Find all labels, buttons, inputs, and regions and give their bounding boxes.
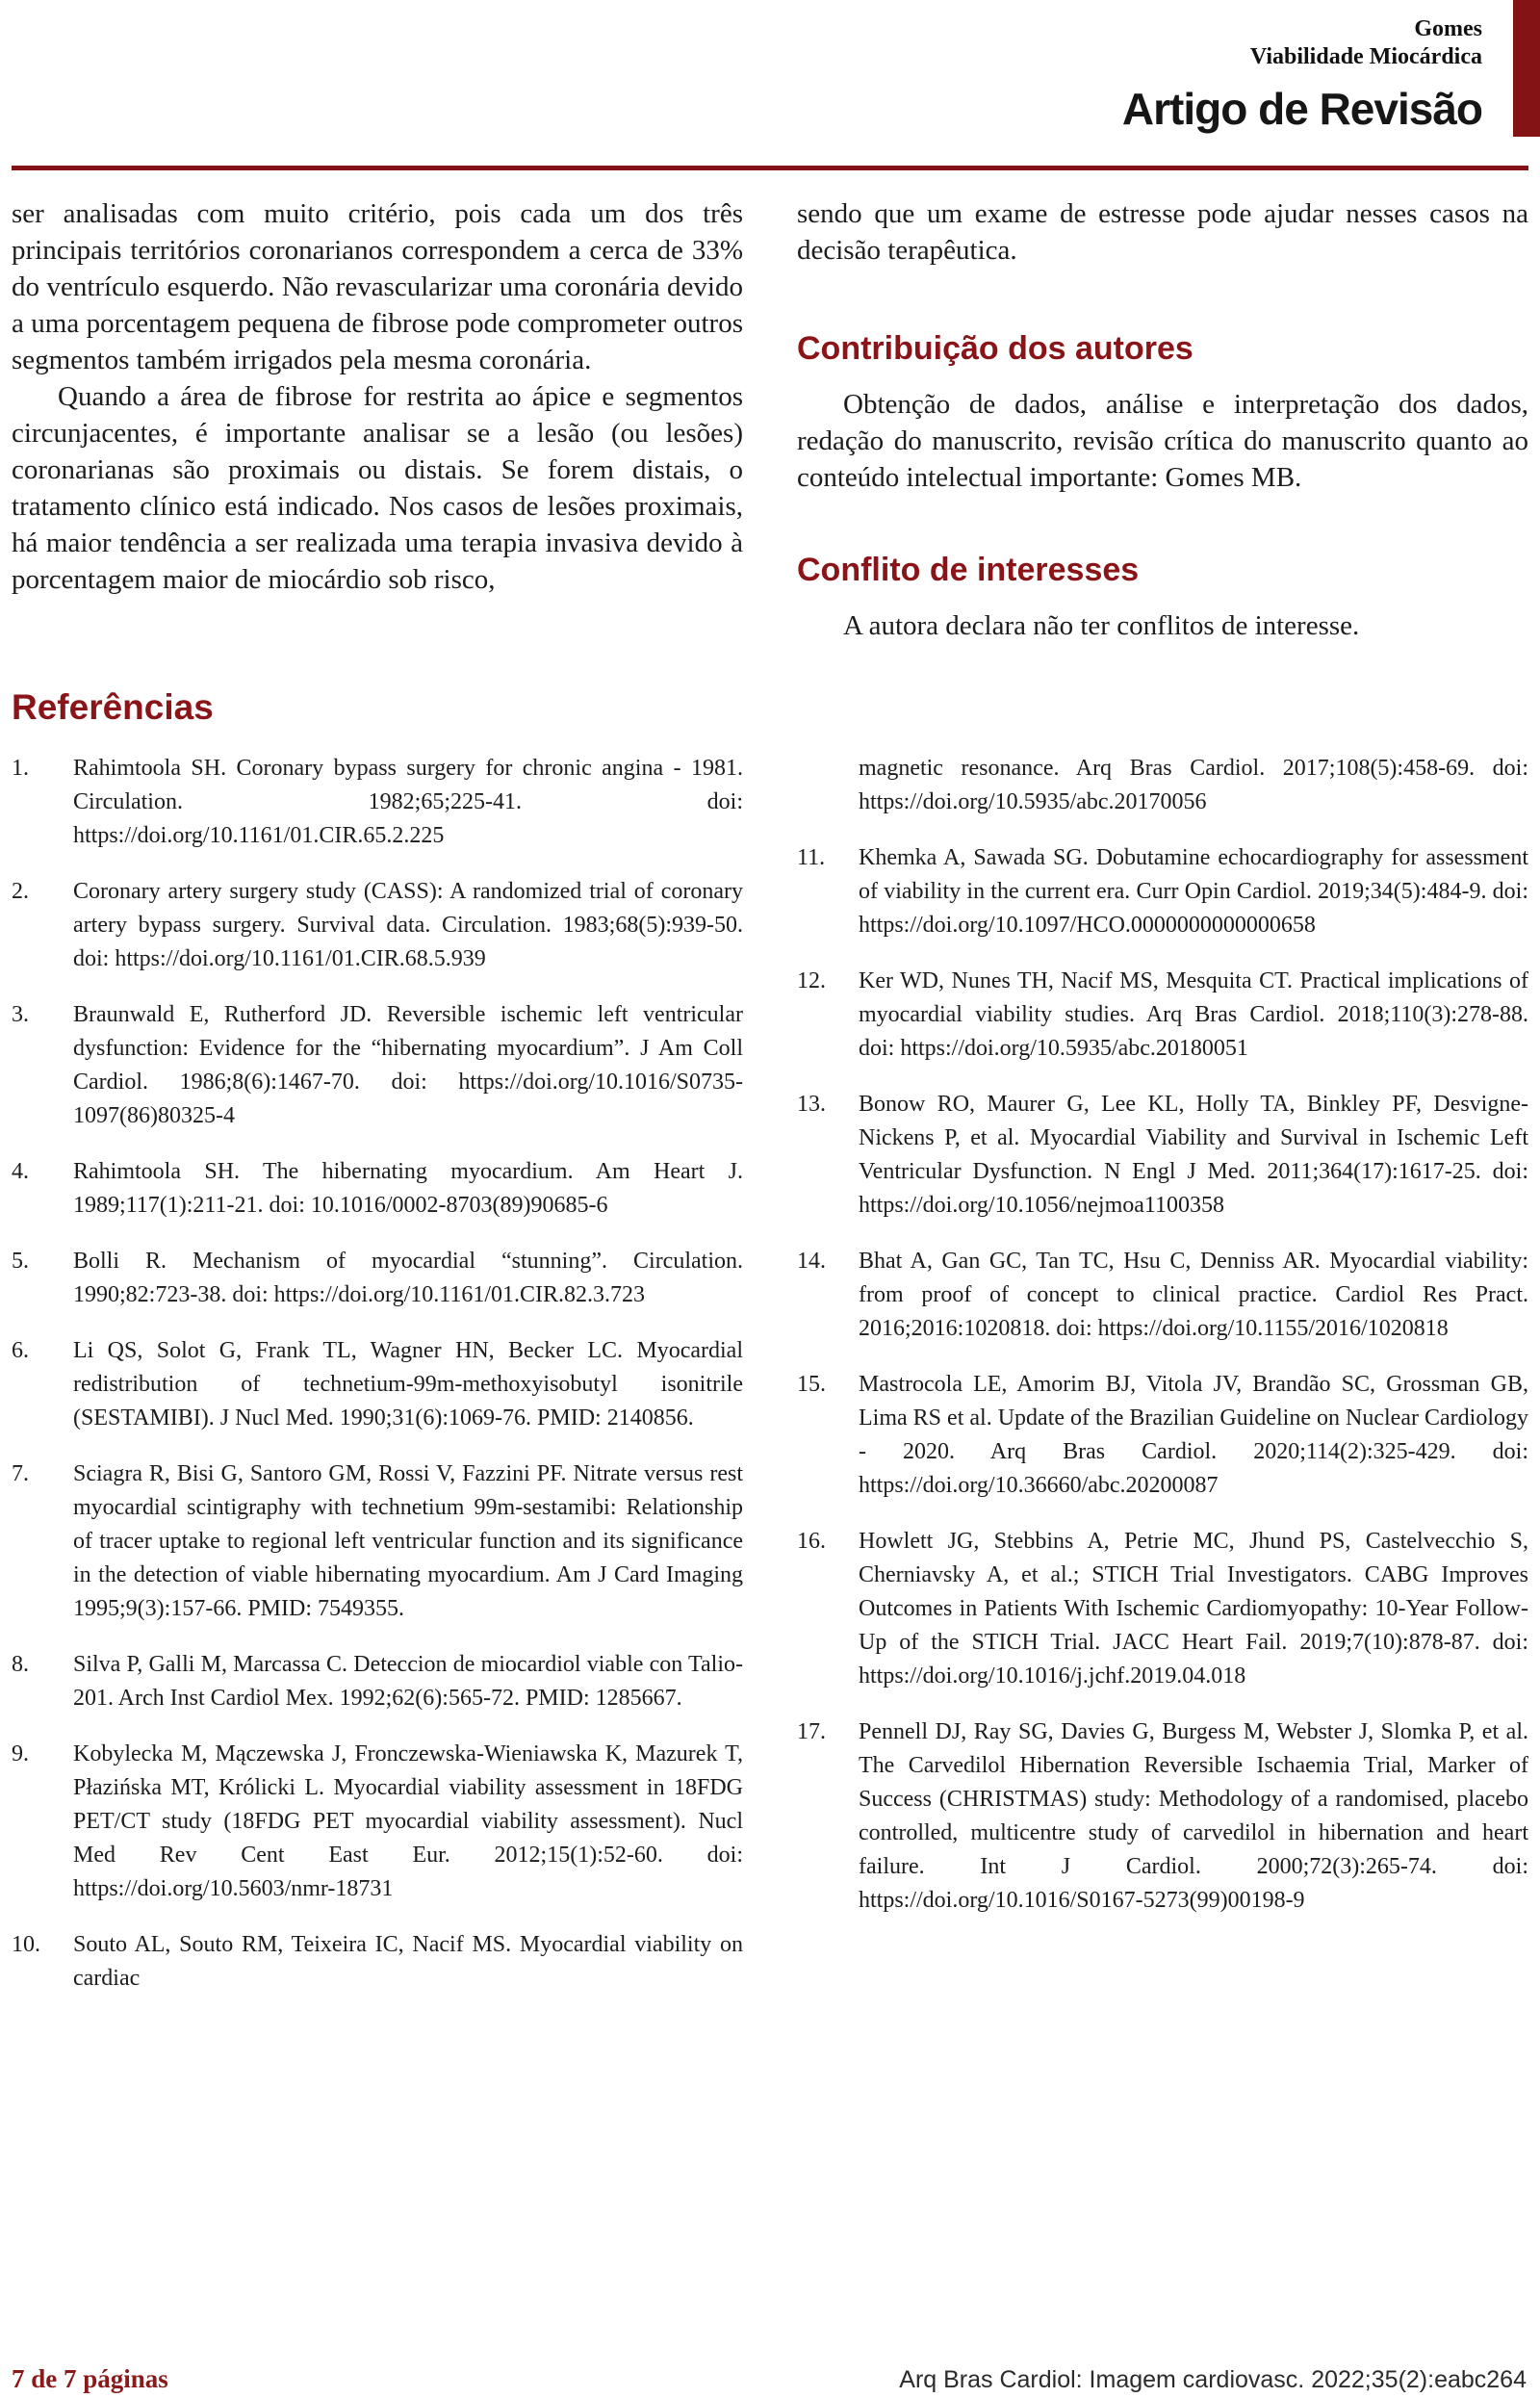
reference-item bbox=[12, 1648, 743, 1715]
reference-text: Rahimtoola SH. The hibernating myocardium. Am Heart J. 1989;117(1):211-21. doi: 10.1016/0002-8703(89)90685-6 bbox=[73, 1159, 743, 1218]
reference-number: 15. bbox=[797, 1372, 826, 1397]
reference-item bbox=[12, 1155, 743, 1223]
reference-text: Mastrocola LE, Amorim BJ, Vitola JV, Brandão SC, Grossman GB, Lima RS et al. Update of the Brazilian Guideline on Nuclear Cardiology - 2020. Arq Bras Cardiol. 2020;114(2):325-429. doi: https://doi.org/10.36660/abc.20200087 bbox=[859, 1372, 1528, 1498]
paragraph: A autora declara não ter conflitos de interesse. bbox=[843, 610, 1360, 641]
reference-item bbox=[797, 965, 1528, 1066]
reference-text: Sciagra R, Bisi G, Santoro GM, Rossi V, Fazzini PF. Nitrate versus rest myocardial scintigraphy with technetium 99m-sestamibi: Relationship of tracer uptake to regional left ventricular function and its significance in the detection of viable hibernating myocardium. Am J Card Imaging 1995;9(3):157-66. PMID: 7549355. bbox=[73, 1461, 743, 1621]
reference-number: 14. bbox=[797, 1249, 826, 1274]
running-title: Viabilidade Miocárdica bbox=[1249, 44, 1482, 69]
reference-item bbox=[12, 752, 743, 853]
reference-number: 13. bbox=[797, 1092, 826, 1117]
reference-item bbox=[12, 1457, 743, 1626]
reference-number bbox=[797, 752, 859, 819]
reference-text: Souto AL, Souto RM, Teixeira IC, Nacif MS. Myocardial viability on cardiac bbox=[73, 1932, 743, 1991]
reference-number: 10. bbox=[12, 1932, 40, 1957]
reference-item bbox=[12, 1245, 743, 1312]
reference-item bbox=[12, 1334, 743, 1435]
reference-item bbox=[797, 752, 1528, 819]
reference-text: Rahimtoola SH. Coronary bypass surgery for chronic angina - 1981. Circulation. 1982;65;225-41. doi: https://doi.org/10.1161/01.CIR.65.2.225 bbox=[73, 756, 743, 848]
reference-number: 5. bbox=[12, 1249, 29, 1274]
reference-item bbox=[12, 875, 743, 976]
running-author: Gomes bbox=[1414, 16, 1482, 41]
section-heading-conflict-of-interest: Conflito de interesses bbox=[797, 552, 1140, 588]
article-type-title: Artigo de Revisão bbox=[1121, 84, 1482, 134]
reference-text: Kobylecka M, Mączewska J, Fronczewska-Wieniawska K, Mazurek T, Płazińska MT, Królicki L. Myocardial viability assessment in 18FDG PET/CT study (18FDG PET myocardial viability assessment). Nucl Med Rev Cent East Eur. 2012;15(1):52-60. doi: https://doi.org/10.5603/nmr-18731 bbox=[73, 1741, 743, 1901]
reference-item bbox=[797, 1525, 1528, 1693]
page-footer bbox=[12, 2364, 1527, 2394]
paragraph: sendo que um exame de estresse pode ajudar nesses casos na decisão terapêutica. bbox=[797, 198, 1528, 266]
reference-item bbox=[797, 1088, 1528, 1223]
reference-text: Braunwald E, Rutherford JD. Reversible ischemic left ventricular dysfunction: Evidence for the “hibernating myocardium”. J Am Coll Cardiol. 1986;8(6):1467-70. doi: https://doi.org/10.1016/S0735-1097(86)80325-4 bbox=[73, 1002, 743, 1128]
reference-number: 6. bbox=[12, 1338, 29, 1363]
reference-text: Bhat A, Gan GC, Tan TC, Hsu C, Denniss AR. Myocardial viability: from proof of concept to clinical practice. Cardiol Res Pract. 2016;2016:1020818. doi: https://doi.org/10.1155/2016/1020818 bbox=[859, 1249, 1528, 1341]
references-columns bbox=[0, 752, 1540, 2018]
reference-number: 11. bbox=[797, 845, 826, 870]
reference-item bbox=[12, 1738, 743, 1906]
reference-text: Silva P, Galli M, Marcassa C. Deteccion de miocardiol viable con Talio-201. Arch Inst Cardiol Mex. 1992;62(6):565-72. PMID: 1285667. bbox=[73, 1652, 743, 1711]
page-number: 7 de 7 páginas bbox=[12, 2364, 168, 2393]
reference-number: 4. bbox=[12, 1159, 29, 1184]
reference-number: 9. bbox=[12, 1741, 29, 1766]
corner-accent-bar bbox=[1513, 0, 1540, 137]
reference-item bbox=[797, 1245, 1528, 1346]
paragraph: Quando a área de fibrose for restrita ao ápice e segmentos circunjacentes, é importante analisar se a lesão (ou lesões) coronarianas são proximais ou distais. Se forem distais, o tratamento clínico está indicado. Nos casos de lesões proximais, há maior tendência a ser realizada uma terapia invasiva devido à porcentagem maior de miocárdio sob risco, bbox=[12, 381, 743, 595]
reference-text: Bolli R. Mechanism of myocardial “stunning”. Circulation. 1990;82:723-38. doi: https://doi.org/10.1161/01.CIR.82.3.723 bbox=[73, 1249, 743, 1307]
reference-item bbox=[797, 1715, 1528, 1918]
reference-number: 7. bbox=[12, 1461, 29, 1486]
reference-text: magnetic resonance. Arq Bras Cardiol. 2017;108(5):458-69. doi: https://doi.org/10.5935/abc.20170056 bbox=[859, 756, 1528, 814]
journal-citation: Arq Bras Cardiol: Imagem cardiovasc. 2022;35(2):eabc264 bbox=[899, 2366, 1527, 2393]
paragraph: Obtenção de dados, análise e interpretação dos dados, redação do manuscrito, revisão crítica do manuscrito quanto ao conteúdo intelectual importante: Gomes MB. bbox=[797, 389, 1528, 493]
reference-item bbox=[12, 1928, 743, 1996]
section-heading-author-contribution: Contribuição dos autores bbox=[797, 330, 1194, 367]
reference-text: Khemka A, Sawada SG. Dobutamine echocardiography for assessment of viability in the current era. Curr Opin Cardiol. 2019;34(5):484-9. doi: https://doi.org/10.1097/HCO.0000000000000658 bbox=[859, 845, 1528, 938]
reference-number: 12. bbox=[797, 968, 826, 993]
reference-number: 16. bbox=[797, 1529, 826, 1554]
reference-item bbox=[797, 1368, 1528, 1503]
reference-text: Howlett JG, Stebbins A, Petrie MC, Jhund PS, Castelvecchio S, Cherniavsky A, et al.; STICH Trial Investigators. CABG Improves Outcomes in Patients With Ischemic Cardiomyopathy: 10-Year Follow-Up of the STICH Trial. JACC Heart Fail. 2019;7(10):878-87. doi: https://doi.org/10.1016/j.jchf.2019.04.018 bbox=[859, 1529, 1528, 1689]
reference-number: 3. bbox=[12, 1002, 29, 1027]
reference-text: Pennell DJ, Ray SG, Davies G, Burgess M, Webster J, Slomka P, et al. The Carvedilol Hibernation Reversible Ischaemia Trial, Marker of Success (CHRISTMAS) study: Methodology of a randomised, placebo controlled, multicentre study of carvedilol in hibernation and heart failure. Int J Cardiol. 2000;72(3):265-74. doi: https://doi.org/10.1016/S0167-5273(99)00198-9 bbox=[859, 1719, 1528, 1913]
references-heading: Referências bbox=[12, 687, 214, 727]
reference-text: Ker WD, Nunes TH, Nacif MS, Mesquita CT. Practical implications of myocardial viability studies. Arq Bras Cardiol. 2018;110(3):278-88. doi: https://doi.org/10.5935/abc.20180051 bbox=[859, 968, 1528, 1061]
paragraph: ser analisadas com muito critério, pois cada um dos três principais territórios coronarianos correspondem a cerca de 33% do ventrículo esquerdo. Não revascularizar uma coronária devido a uma porcentagem pequena de fibrose pode comprometer outros segmentos também irrigados pela mesma coronária. bbox=[12, 198, 743, 375]
header-divider bbox=[12, 166, 1528, 170]
reference-text: Li QS, Solot G, Frank TL, Wagner HN, Becker LC. Myocardial redistribution of technetium-99m-methoxyisobutyl isonitrile (SESTAMIBI). J Nucl Med. 1990;31(6):1069-76. PMID: 2140856. bbox=[73, 1338, 743, 1431]
reference-number: 8. bbox=[12, 1652, 29, 1677]
running-head bbox=[0, 0, 1540, 71]
reference-text: Coronary artery surgery study (CASS): A randomized trial of coronary artery bypass surgery. Survival data. Circulation. 1983;68(5):939-50. doi: https://doi.org/10.1161/01.CIR.68.5.939 bbox=[73, 879, 743, 971]
references-left-column bbox=[12, 752, 743, 2018]
reference-number: 2. bbox=[12, 879, 29, 904]
right-column bbox=[797, 195, 1528, 644]
body-columns bbox=[0, 195, 1540, 644]
left-column bbox=[12, 195, 743, 644]
reference-item bbox=[797, 841, 1528, 942]
reference-number: 1. bbox=[12, 756, 29, 781]
reference-item bbox=[12, 998, 743, 1133]
reference-number: 17. bbox=[797, 1719, 826, 1744]
reference-text: Bonow RO, Maurer G, Lee KL, Holly TA, Binkley PF, Desvigne-Nickens P, et al. Myocardial Viability and Survival in Ischemic Left Ventricular Dysfunction. N Engl J Med. 2011;364(17):1617-25. doi: https://doi.org/10.1056/nejmoa1100358 bbox=[859, 1092, 1528, 1218]
references-right-column bbox=[797, 752, 1528, 1940]
